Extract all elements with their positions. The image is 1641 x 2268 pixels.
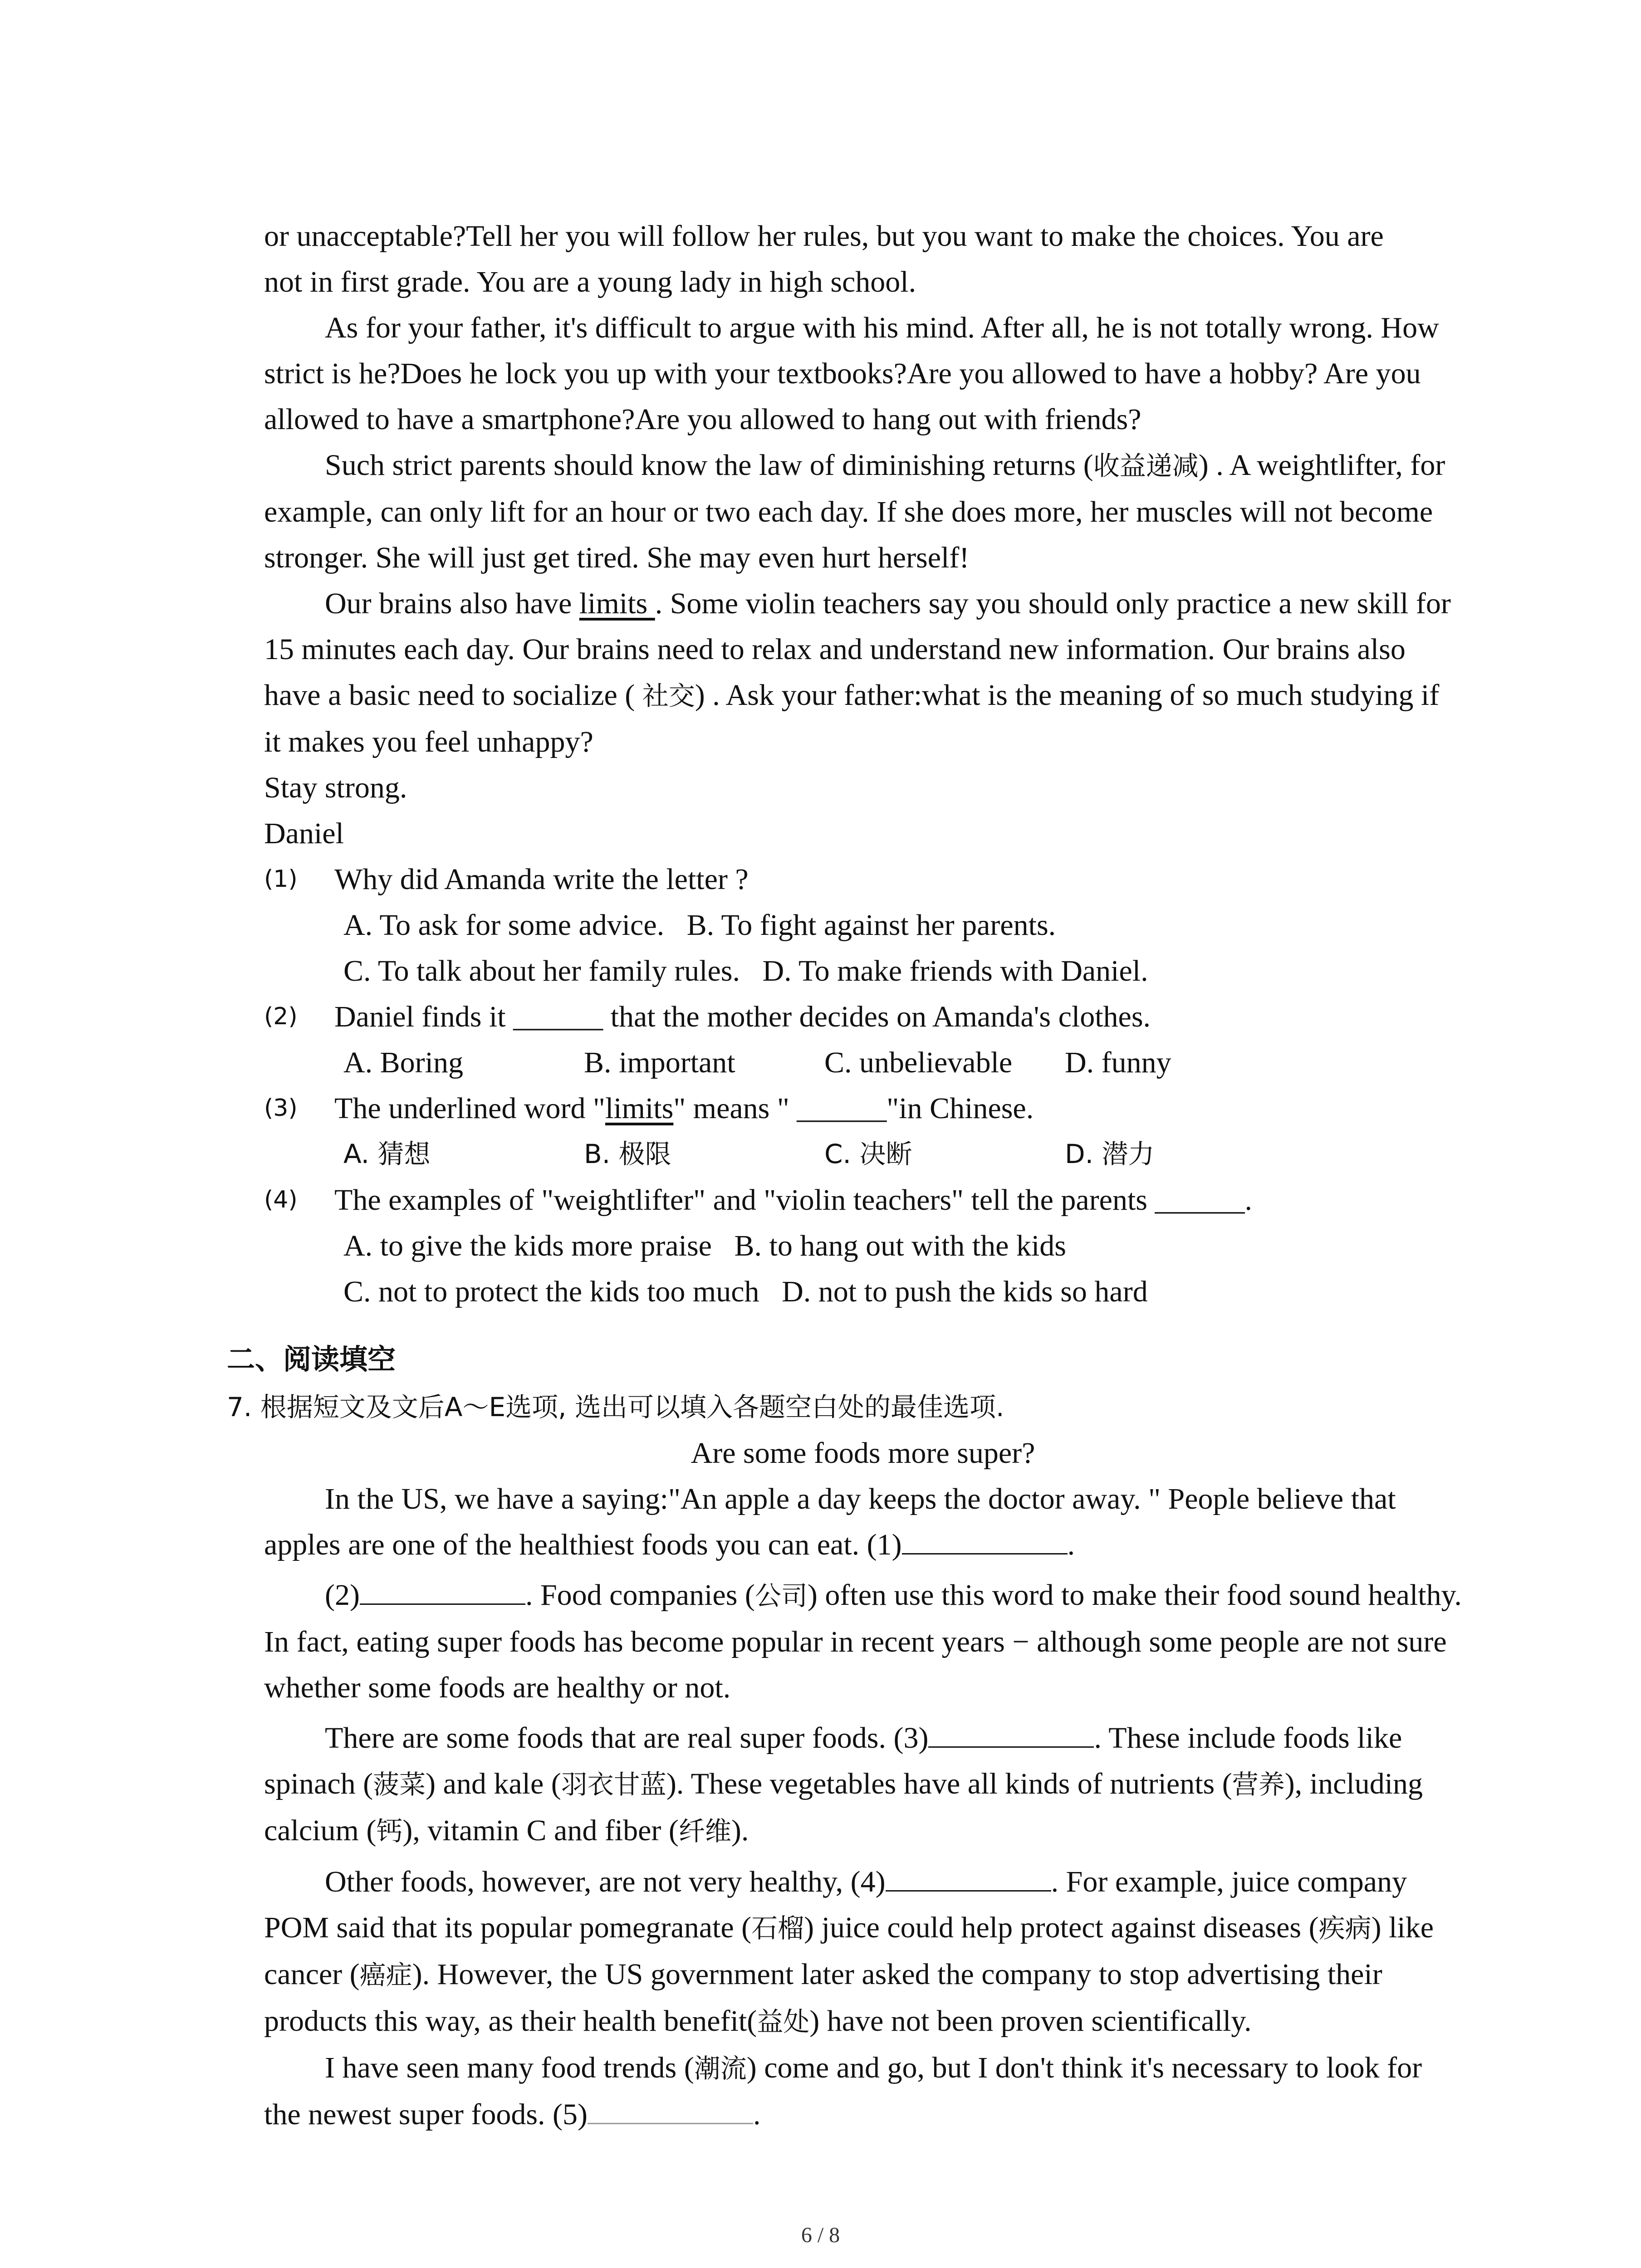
passage-paragraph: (2) . Food companies (公司) often use this word to make their food sound healthy. In fact, eating super foods has become popular in recent years − although some people are not sure whether some foods are healthy or not. <box>264 1572 1462 1711</box>
option: D. not to push the kids so hard <box>782 1275 1148 1308</box>
spacer <box>264 1854 1462 1859</box>
question-number: (2) <box>264 1003 298 1030</box>
question <box>264 994 1462 1040</box>
question-stem: Daniel finds it ______ that the mother decides on Amanda's clothes. <box>334 1000 1151 1033</box>
option: A. 猜想 <box>343 1139 431 1169</box>
passage-paragraph: There are some foods that are real super foods. (3) . These include foods like spinach (菠菜) and kale (羽衣甘蓝). These vegetables have all kinds of nutrients (营养), including calcium (钙), vitamin C and fiber (纤维). <box>264 1715 1462 1854</box>
option: C. not to protect the kids too much <box>343 1275 759 1308</box>
letter-closing: Stay strong. <box>264 771 407 804</box>
letter-paragraph: As for your father, it's difficult to argue with his mind. After all, he is not totally wrong. How strict is he?Does he lock you up with your textbooks?Are you allowed to have a hobby? Are you allowed to have a smartphone?Are you allowed to hang out with friends? <box>264 311 1439 436</box>
question-number: (3) <box>264 1095 298 1122</box>
answer-blank[interactable] <box>886 1860 1051 1892</box>
letter-line: or unacceptable?Tell her you will follow her rules, but you want to make the choices. You are <box>264 220 1384 253</box>
passage-paragraph: Other foods, however, are not very healthy, (4) . For example, juice company POM said that its popular pomegranate (石榴) juice could help protect against diseases (疾病) like cancer (癌症). However, the US government later asked the company to stop advertising their products this way, as their health benefit(益处) have not been proven scientifically. <box>264 1859 1462 2045</box>
page-content <box>227 213 1462 2137</box>
answer-blank[interactable] <box>928 1716 1094 1748</box>
letter-line: not in first grade. You are a young lady in high school. <box>264 265 916 298</box>
question-options <box>264 902 1462 994</box>
option: C. 决断 <box>824 1139 912 1169</box>
option: A. To ask for some advice. <box>343 909 665 942</box>
question-options <box>264 1040 1462 1085</box>
answer-blank[interactable] <box>588 2093 753 2124</box>
letter-paragraph: Our brains also have limits . Some violin teachers say you should only practice a new skill for 15 minutes each day. Our brains need to relax and understand new information. Our brains also have a basic need to socialize ( 社交) . Ask your father:what is the meaning of so much studying if it makes you feel unhappy? <box>264 587 1451 758</box>
option: A. Boring <box>343 1046 463 1079</box>
question <box>264 856 1462 902</box>
question <box>264 1177 1462 1223</box>
spacer <box>264 1568 1462 1572</box>
option: B. 极限 <box>584 1139 671 1169</box>
question-stem: Why did Amanda write the letter ? <box>334 863 749 896</box>
option: C. To talk about her family rules. <box>343 954 740 987</box>
question-number: (4) <box>264 1186 298 1213</box>
passage-title: Are some foods more super? <box>691 1437 1035 1470</box>
option: B. to hang out with the kids <box>734 1229 1066 1262</box>
question-options <box>264 1223 1462 1315</box>
passage-paragraph: I have seen many food trends (潮流) come and go, but I don't think it's necessary to look for the newest super foods. (5) . <box>264 2051 1422 2131</box>
passage-paragraph: In the US, we have a saying:"An apple a day keeps the doctor away. " People believe that apples are one of the healthiest foods you can eat. (1) . <box>264 1482 1396 1561</box>
option: C. unbelievable <box>824 1046 1013 1079</box>
spacer <box>264 1711 1462 1715</box>
answer-blank[interactable] <box>360 1574 525 1605</box>
option: D. funny <box>1065 1046 1171 1079</box>
question-stem: The examples of "weightlifter" and "violin teachers" tell the parents ______. <box>334 1183 1252 1217</box>
option: B. To fight against her parents. <box>686 909 1056 942</box>
question-number: (1) <box>264 865 298 893</box>
option: A. to give the kids more praise <box>343 1229 712 1262</box>
option: B. important <box>584 1046 735 1079</box>
page-number: 6 / 8 <box>801 2223 840 2247</box>
question <box>264 1085 1462 1131</box>
question-options <box>264 1131 1462 1177</box>
item-instruction: 7. 根据短文及文后A～E选项, 选出可以填入各题空白处的最佳选项. <box>227 1392 1004 1422</box>
underlined-word: limits <box>579 587 655 620</box>
section-heading: 二、阅读填空 <box>227 1343 396 1376</box>
letter-paragraph: Such strict parents should know the law of diminishing returns (收益递减) . A weightlifter, for example, can only lift for an hour or two each day. If she does more, her muscles will not become stronger. She will just get tired. She may even hurt herself! <box>264 449 1445 574</box>
answer-blank[interactable] <box>902 1523 1068 1554</box>
option: D. To make friends with Daniel. <box>762 954 1148 987</box>
letter-signature: Daniel <box>264 817 344 850</box>
option: D. 潜力 <box>1065 1139 1155 1169</box>
question-stem: The underlined word "limits" means " ______"in Chinese. <box>334 1092 1034 1125</box>
